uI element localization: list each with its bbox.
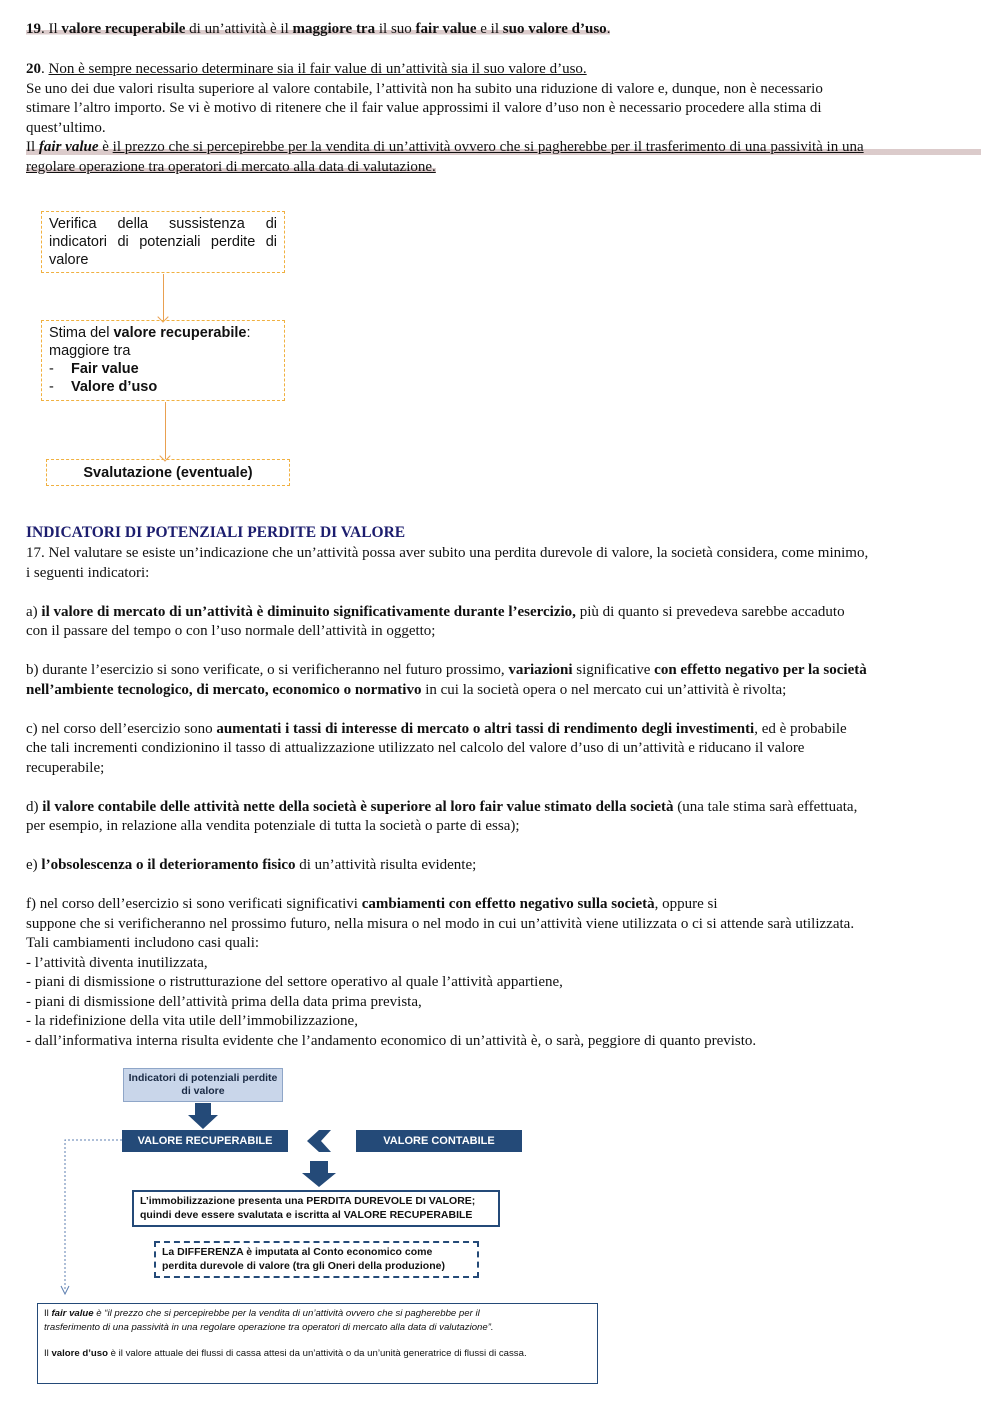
indicator-e — [26, 856, 981, 876]
text-line: Se uno dei due valori risulta superiore al valore contabile, l’attività non ha subito una riduzione di valore e, dunque, non è necessario — [26, 80, 823, 97]
arrow-down-icon — [302, 1161, 336, 1187]
indicators-body — [26, 544, 981, 1051]
bold-text: fair value — [415, 21, 477, 37]
text-line: Tali cambiamenti includono casi quali: — [26, 935, 260, 951]
bullet: - — [49, 379, 54, 395]
text: c) nel corso dell’esercizio sono — [26, 720, 217, 737]
text: L’immobilizzazione presenta una — [140, 1195, 307, 1207]
arrow-down-icon — [188, 1103, 218, 1129]
bold-text: cambiamenti con effetto negativo sulla società — [361, 896, 655, 912]
fair-value-def — [44, 1307, 591, 1321]
list-item — [49, 378, 277, 396]
flow-box-verifica — [41, 211, 285, 273]
text: , ed è probabile — [754, 720, 847, 737]
text: è imputata al Conto economico come — [243, 1246, 433, 1258]
bold-text: l’obsolescenza o il deterioramento fisico — [41, 857, 296, 873]
bold-text: maggiore tra — [292, 21, 376, 37]
list-item — [49, 360, 277, 378]
term: valore d’uso — [51, 1348, 108, 1359]
bold-text: DIFFERENZA — [177, 1246, 244, 1258]
flow-box-svalutazione — [46, 459, 290, 486]
text: Il — [44, 1348, 52, 1359]
box-line: maggiore tra — [49, 343, 131, 359]
text: e) — [26, 857, 42, 873]
text-line: con il passare del tempo o con l’uso normale dell’attività in oggetto; — [26, 623, 436, 639]
bold-text: PERDITA DUREVOLE DI VALORE — [306, 1195, 472, 1207]
text: : — [246, 325, 251, 341]
valore-contabile-bar — [356, 1130, 522, 1152]
text-line: 17. Nel valutare se esiste un’indicazione che un’attività possa aver subito una perdita durevole di valore, la società considera, come minimo, — [26, 545, 869, 561]
bold-text: valore recuperabile — [61, 21, 186, 37]
text: Stima del — [49, 325, 114, 341]
text-line: suppone che si verificheranno nel prossimo futuro, nella misura o nel modo in cui un’attività viene utilizzata o ci si attende sarà utilizzata. — [26, 915, 855, 932]
indicator-f — [26, 895, 981, 915]
paragraph-number: 20 — [26, 61, 41, 77]
underlined-text: il prezzo che si percepirebbe per la vendita di un’attività ovvero che si pagherebbe per il trasferimento di una passività in una — [112, 139, 864, 155]
text: è “il prezzo che si percepirebbe per la vendita di un’attività ovvero che si pagherebbe per il — [93, 1308, 480, 1319]
bold-text: Fair value — [71, 361, 139, 377]
bullet: - — [49, 361, 54, 377]
bold-text: Valore d’uso — [71, 379, 158, 395]
fair-value-definition-line2 — [26, 158, 981, 178]
text: il suo — [375, 21, 416, 37]
arrow-down — [165, 402, 166, 459]
underlined-text: Non è sempre necessario determinare sia il fair value di un’attività sia il suo valore d’uso. — [48, 61, 587, 77]
perdita-durevole-box — [132, 1190, 500, 1227]
term: fair value — [51, 1308, 94, 1319]
text: è — [98, 139, 113, 155]
text: . — [606, 21, 611, 37]
valore-recuperabile-bar — [122, 1130, 288, 1152]
bar-text: VALORE CONTABILE — [383, 1135, 495, 1147]
valore-uso-def — [44, 1347, 591, 1361]
list-item: - piani di dismissione o ristrutturazione del settore operativo al quale l’attività appartiene, — [26, 974, 563, 990]
text: più di quanto si prevedeva sarebbe accaduto — [575, 603, 845, 620]
term: fair value — [38, 139, 99, 155]
text-line: i seguenti indicatori: — [26, 564, 150, 581]
bar-text: VALORE RECUPERABILE — [137, 1135, 273, 1147]
text-line: recuperabile; — [26, 759, 105, 776]
bold-text: aumentati i tassi di interesse di mercato o altri tassi di rendimento degli investimenti — [216, 720, 755, 737]
paragraph-number: 19 — [26, 21, 41, 37]
text: ; — [471, 1195, 476, 1207]
text: (una tale stima sarà effettuata, — [673, 798, 858, 815]
list-item: - la ridefinizione della vita utile dell’immobilizzazione, — [26, 1013, 358, 1029]
text: di un’attività risulta evidente; — [295, 857, 477, 873]
underlined-text: regolare operazione tra operatori di mercato alla data di valutazione. — [26, 158, 436, 175]
text: Il — [26, 139, 39, 155]
text: a) — [26, 603, 42, 620]
text-line: per esempio, in relazione alla vendita potenziale di tutta la società o parte di essa); — [26, 818, 520, 834]
bold-text: suo valore d’uso — [502, 21, 607, 37]
indicator-b-line2 — [26, 681, 981, 701]
text: d) — [26, 798, 43, 815]
text: . Il — [41, 21, 62, 37]
chevron-left-icon — [307, 1130, 331, 1152]
flow-box-stima — [41, 320, 285, 401]
text-line: quest’ultimo. — [26, 119, 106, 136]
text: La — [162, 1246, 178, 1258]
text: in cui la società opera o nel mercato cui un’attività è rivolta; — [421, 681, 787, 698]
box-line — [140, 1208, 492, 1222]
box-line — [140, 1194, 492, 1208]
indicator-c — [26, 720, 981, 740]
indicatori-box — [123, 1068, 283, 1102]
box-line — [162, 1245, 471, 1259]
text: f) nel corso dell’esercizio si sono verificati significativi — [26, 896, 362, 912]
text-line: che tali incrementi condizionino il tasso di attualizzazione utilizzato nel calcolo del valore d’uso di un’attività e riducano il valore — [26, 740, 805, 756]
paragraph-20-title: 20. Non è sempre necessario determinare sia il fair value di un’attività sia il suo valore d’uso. — [26, 61, 587, 77]
bold-text: nell’ambiente tecnologico, di mercato, economico o normativo — [26, 681, 422, 698]
text: significative — [572, 662, 655, 678]
paragraph-20 — [26, 60, 981, 177]
text: , oppure si — [654, 896, 718, 912]
dotted-connector — [60, 1136, 124, 1300]
bold-text: con effetto negativo per la società — [654, 662, 867, 678]
list-item: - piani di dismissione dell’attività prima della data prima prevista, — [26, 993, 422, 1010]
indicator-a — [26, 603, 981, 623]
box-text: Indicatori di potenziali perdite di valore — [128, 1072, 278, 1097]
bold-text: valore recuperabile — [113, 325, 247, 341]
definitions-box — [37, 1303, 598, 1384]
box-line — [49, 324, 277, 342]
bold-text: il valore di mercato di un’attività è diminuito significativamente durante l’esercizio, — [41, 603, 576, 620]
bold-text: variazioni — [508, 662, 573, 678]
text: di un’attività è il — [185, 21, 293, 37]
text: trasferimento di una passività in una regolare operazione tra operatori di mercato alla data di valutazione”. — [44, 1322, 494, 1333]
fair-value-definition — [26, 138, 981, 158]
text: quindi deve essere svalutata e iscritta al — [140, 1209, 344, 1221]
bold-text: il valore contabile delle attività nette della società è superiore al loro fair value stimato della società — [42, 798, 674, 815]
text: b) durante l’esercizio si sono verificate, o si verificheranno nel futuro prossimo, — [26, 662, 509, 678]
indicator-d — [26, 798, 981, 818]
differenza-box — [154, 1241, 479, 1278]
section-heading: INDICATORI DI POTENZIALI PERDITE DI VALORE — [26, 524, 406, 541]
bold-text: VALORE RECUPERABILE — [343, 1209, 473, 1221]
indicator-b — [26, 661, 981, 681]
arrow-down — [163, 274, 164, 320]
text: Il — [44, 1308, 52, 1319]
box-line: perdita durevole di valore (tra gli Oneri della produzione) — [162, 1260, 445, 1272]
text: e il — [476, 21, 503, 37]
list-item: - l’attività diventa inutilizzata, — [26, 954, 208, 971]
paragraph-19 — [26, 20, 726, 40]
box-text: Verifica della sussistenza di indicatori di potenziali perdite di valore — [49, 216, 277, 268]
text-line: stimare l’altro importo. Se vi è motivo di ritenere che il fair value approssimi il valore d’uso non è necessario procedere alla stima di — [26, 100, 822, 116]
list-item: - dall’informativa interna risulta evidente che l’andamento economico di un’attività è, o sarà, peggiore di quanto previsto. — [26, 1032, 757, 1049]
text: è il valore attuale dei flussi di cassa attesi da un’attività o da un’unità generatrice di flussi di cassa. — [107, 1348, 527, 1359]
box-text: Svalutazione (eventuale) — [83, 465, 253, 481]
fair-value-def-line2 — [44, 1321, 591, 1335]
